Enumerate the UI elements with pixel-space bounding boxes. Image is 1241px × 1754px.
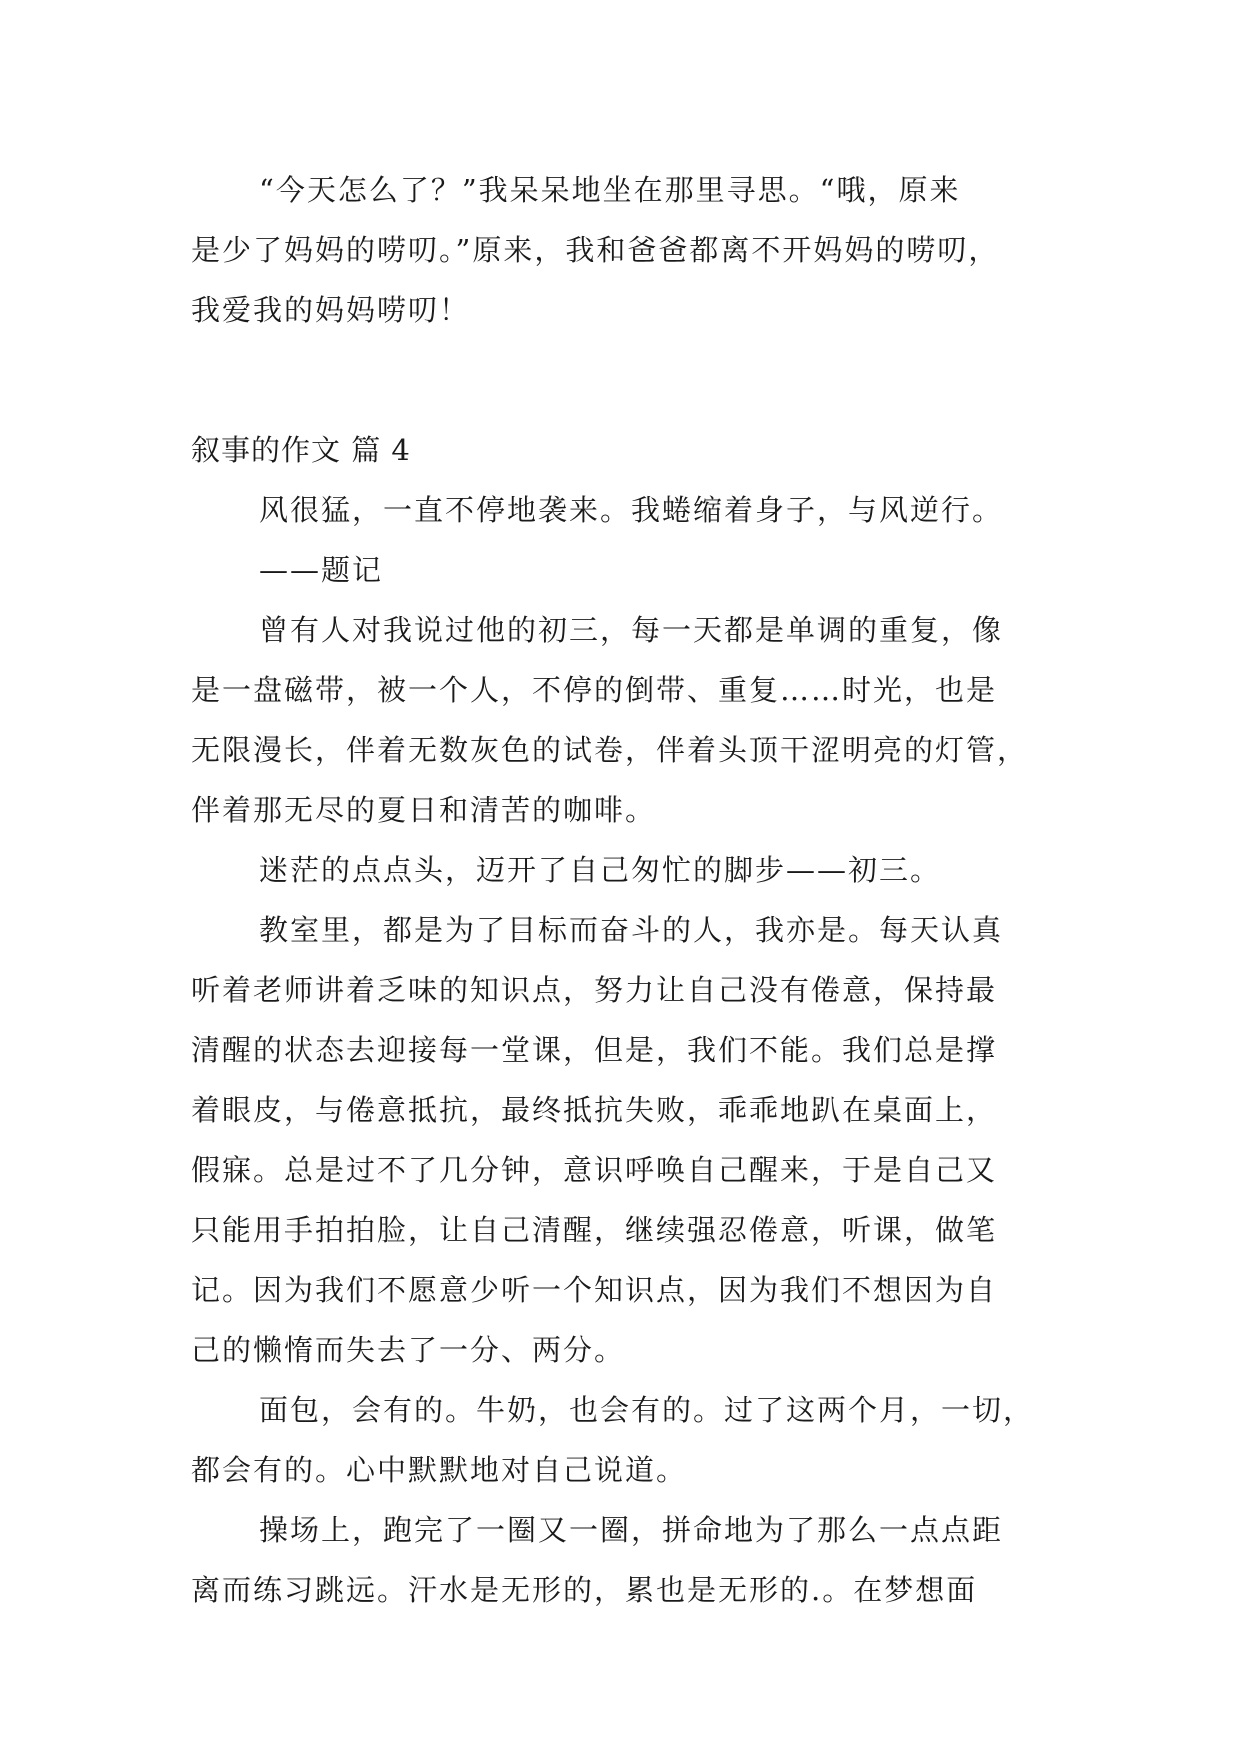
paragraph [191,840,1061,900]
text-line: 面包，会有的。牛奶，也会有的。过了这两个月，一切， [259,1393,1035,1427]
paragraph [191,1380,1061,1500]
text-line: 伴着那无尽的夏日和清苦的咖啡。 [191,793,657,827]
text-line: 记。因为我们不愿意少听一个知识点，因为我们不想因为自 [191,1273,998,1307]
paragraph [191,480,1061,540]
document-body [191,160,1061,1620]
text-line: 是少了妈妈的唠叨。”原来，我和爸爸都离不开妈妈的唠叨， [191,233,1000,267]
text-line: 清醒的状态去迎接每一堂课，但是，我们不能。我们总是撑 [191,1033,998,1067]
text-line: “今天怎么了？”我呆呆地坐在那里寻思。“哦，原来 [259,173,961,207]
text-line: 离而练习跳远。汗水是无形的，累也是无形的.。在梦想面 [191,1573,978,1607]
text-line: ——题记 [259,553,384,587]
text-line: 听着老师讲着乏味的知识点，努力让自己没有倦意，保持最 [191,973,998,1007]
text-line: 只能用手拍拍脸，让自己清醒，继续强忍倦意，听课，做笔 [191,1213,998,1247]
text-line: 我爱我的妈妈唠叨！ [191,293,471,327]
text-line: 教室里，都是为了目标而奋斗的人，我亦是。每天认真 [259,913,1004,947]
text-line: 假寐。总是过不了几分钟，意识呼唤自己醒来，于是自己又 [191,1153,998,1187]
paragraph [191,900,1061,1380]
text-line: 着眼皮，与倦意抵抗，最终抵抗失败，乖乖地趴在桌面上， [191,1093,998,1127]
paragraph [191,1500,1061,1620]
text-line: 己的懒惰而失去了一分、两分。 [191,1333,626,1367]
paragraph-continued [191,160,1061,340]
text-line: 操场上，跑完了一圈又一圈，拼命地为了那么一点点距 [259,1513,1004,1547]
text-line: 都会有的。心中默默地对自己说道。 [191,1453,688,1487]
text-line: 无限漫长，伴着无数灰色的试卷，伴着头顶干涩明亮的灯管， [191,733,1029,767]
text-line: 曾有人对我说过他的初三，每一天都是单调的重复，像 [259,613,1004,647]
text-line: 迷茫的点点头，迈开了自己匆忙的脚步——初三。 [259,853,942,887]
text-line: 是一盘磁带，被一个人，不停的倒带、重复……时光，也是 [191,673,998,707]
paragraph [191,600,1061,840]
paragraph-inscription [191,540,1061,600]
text-line: 风很猛，一直不停地袭来。我蜷缩着身子，与风逆行。 [259,493,1004,527]
section-spacer [191,340,1061,420]
section-title: 叙事的作文 篇 4 [191,433,411,467]
